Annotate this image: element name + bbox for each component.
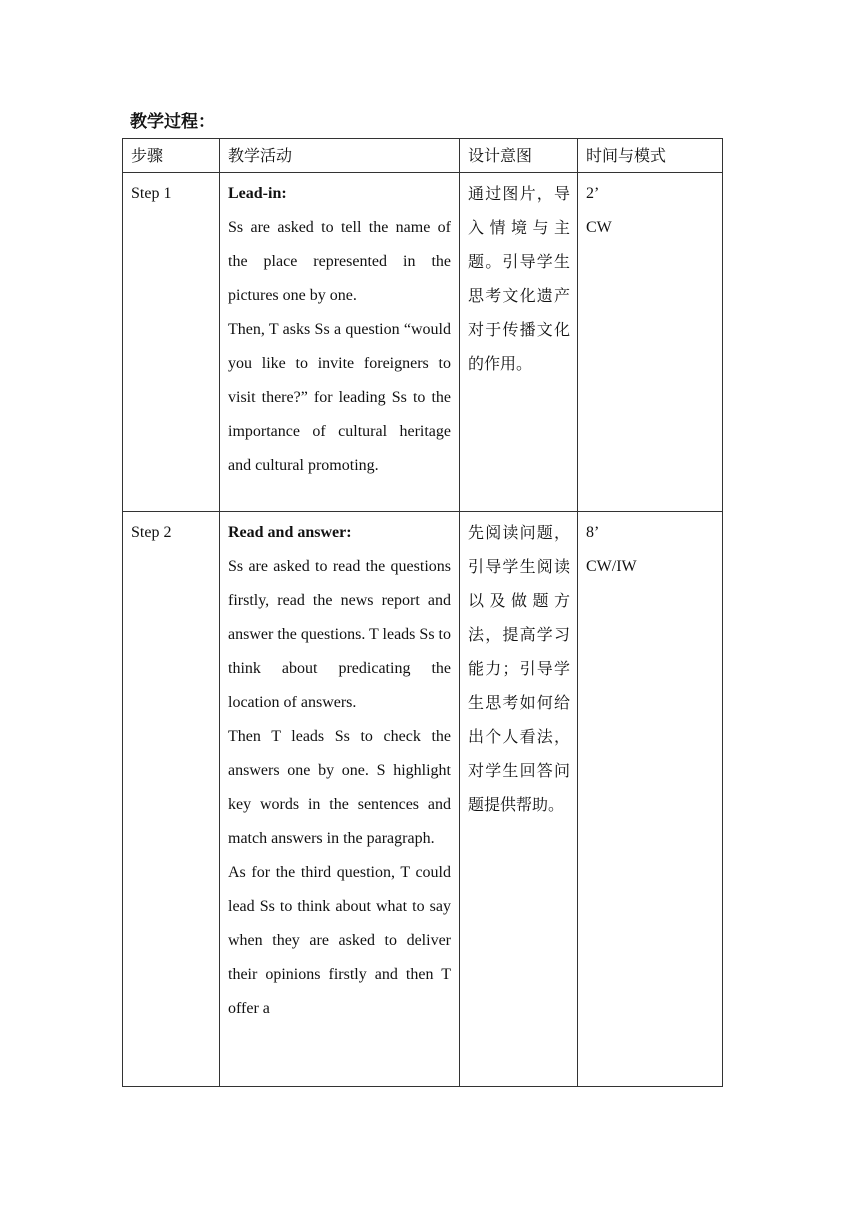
activity-cell: [220, 512, 460, 1087]
time-mode-cell: [578, 173, 723, 512]
activity-paragraph: Ss are asked to read the questions firstly, read the news report and answer the questions. T leads Ss to think about predicating the location of answers.: [228, 558, 451, 711]
intent-cell: [460, 512, 578, 1087]
activity-paragraph: As for the third question, T could lead Ss to think about what to say when they are asked to deliver their opinions firstly and then T offer a: [228, 864, 451, 1017]
mode-value: CW/IW: [586, 558, 637, 575]
teaching-process-table: [122, 138, 723, 1087]
table-row: [123, 512, 723, 1087]
table-row: [123, 173, 723, 512]
activity-title: Read and answer:: [228, 524, 352, 541]
mode-value: CW: [586, 219, 612, 236]
time-value: 2’: [586, 185, 600, 202]
step-label: Step 2: [131, 524, 172, 541]
design-intent-text: 通过图片，导入情境与主题。引导学生思考文化遗产对于传播文化的作用。: [468, 184, 570, 373]
header-step: 步骤: [123, 139, 220, 173]
intent-cell: [460, 173, 578, 512]
step-cell: [123, 173, 220, 512]
activity-paragraph: Ss are asked to tell the name of the place represented in the pictures one by one.: [228, 219, 451, 304]
header-intent: 设计意图: [460, 139, 578, 173]
activity-cell: [220, 173, 460, 512]
header-activity: 教学活动: [220, 139, 460, 173]
section-heading: 教学过程：: [130, 112, 215, 132]
time-mode-cell: [578, 512, 723, 1087]
activity-paragraph: Then T leads Ss to check the answers one by one. S highlight key words in the sentences and match answers in the paragraph.: [228, 728, 451, 847]
time-value: 8’: [586, 524, 600, 541]
activity-paragraph: Then, T asks Ss a question “would you like to invite foreigners to visit there?” for leading Ss to the importance of cultural heritage and cultural promoting.: [228, 321, 451, 474]
step-cell: [123, 512, 220, 1087]
design-intent-text: 先阅读问题，引导学生阅读以及做题方法，提高学习能力；引导学生思考如何给出个人看法，对学生回答问题提供帮助。: [468, 523, 570, 814]
activity-title: Lead-in:: [228, 185, 287, 202]
table-header-row: [123, 139, 723, 173]
header-time-mode: 时间与模式: [578, 139, 723, 173]
step-label: Step 1: [131, 185, 172, 202]
